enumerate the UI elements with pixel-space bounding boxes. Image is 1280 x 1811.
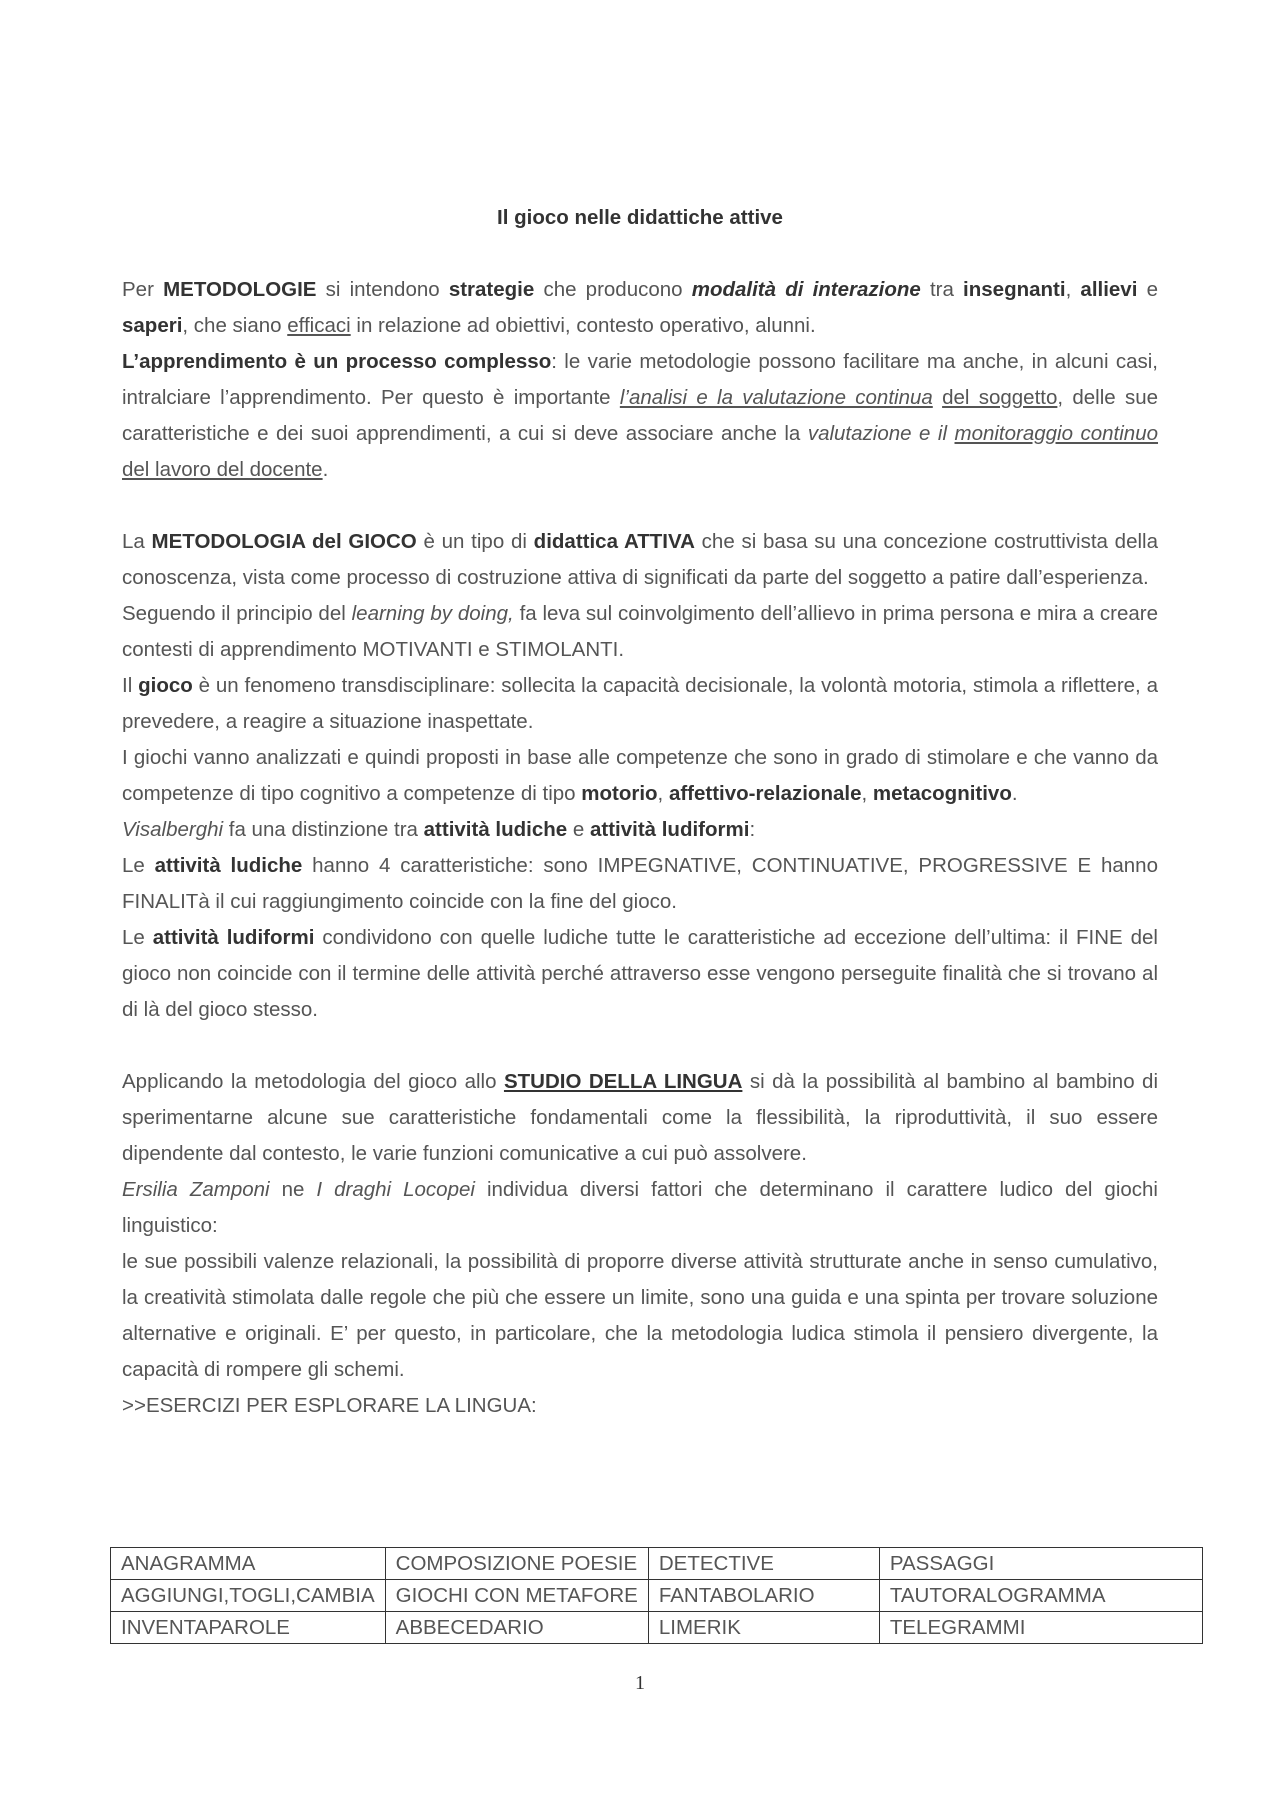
text-run: Seguendo il principio del bbox=[122, 602, 352, 625]
text-run: del soggetto bbox=[942, 386, 1058, 409]
text-run: , che siano bbox=[182, 314, 288, 337]
text-run: , bbox=[657, 782, 669, 805]
text-run: e bbox=[1137, 278, 1158, 301]
text-run: valutazione e il bbox=[807, 422, 955, 445]
text-run: Il bbox=[122, 674, 139, 697]
paragraph-attivita-ludiformi bbox=[122, 920, 1158, 1028]
paragraph-visalberghi bbox=[122, 812, 1158, 848]
text-run: Ersilia Zamponi bbox=[122, 1178, 270, 1201]
text-run: METODOLOGIA del GIOCO bbox=[151, 530, 417, 553]
text-run: modalità di interazione bbox=[691, 278, 921, 301]
text-run: è un fenomeno transdisciplinare: sollecita la capacità decisionale, la volontà motoria, stimola a riflettere, a prevedere, a reagire a situazione inaspettate. bbox=[122, 674, 1158, 733]
paragraph-zamponi bbox=[122, 1172, 1158, 1244]
text-run: è un tipo di bbox=[416, 530, 534, 553]
paragraph-apprendimento bbox=[122, 344, 1158, 488]
text-run: STUDIO DELLA LINGUA bbox=[503, 1070, 743, 1093]
text-run: e bbox=[567, 818, 590, 841]
text-run: gioco bbox=[138, 674, 193, 697]
text-run: fa leva sul coinvolgimento dell’allievo in prima persona e mira a creare contesti di apprendimento MOTIVANTI e STIMOLANTI. bbox=[122, 602, 1158, 661]
text-run: METODOLOGIE bbox=[163, 278, 317, 301]
text-run: La bbox=[122, 530, 152, 553]
paragraph-studio-lingua bbox=[122, 1064, 1158, 1172]
text-run: . bbox=[322, 458, 329, 481]
text-run: affettivo-relazionale bbox=[668, 782, 862, 805]
text-run: , delle sue caratteristiche e dei suoi apprendimenti, a cui si deve associare anche la bbox=[122, 386, 1159, 445]
text-run: fa una distinzione tra bbox=[223, 818, 424, 841]
text-run: monitoraggio continuo bbox=[954, 422, 1159, 445]
table-cell: AGGIUNGI,TOGLI,CAMBIA bbox=[111, 1580, 386, 1612]
text-run: Le bbox=[122, 926, 153, 949]
text-run: . bbox=[1011, 782, 1018, 805]
text-run: Le bbox=[122, 854, 155, 877]
table-cell: FANTABOLARIO bbox=[648, 1580, 879, 1612]
paragraph-competenze bbox=[122, 740, 1158, 812]
text-run: >>ESERCIZI PER ESPLORARE LA LINGUA: bbox=[122, 1394, 537, 1417]
text-run: si dà la possibilità al bambino al bambino di sperimentarne alcune sue caratteristiche fondamentali come la flessibilità, la riproduttività, il suo essere dipendente dal contesto, le varie funzioni comunicative a cui può assolvere. bbox=[122, 1070, 1158, 1165]
table-row bbox=[111, 1612, 1203, 1644]
text-run: learning by doing, bbox=[351, 602, 514, 625]
table-row bbox=[111, 1548, 1203, 1580]
text-run: motorio bbox=[581, 782, 658, 805]
text-run: metacognitivo bbox=[872, 782, 1012, 805]
paragraph-learning-by-doing bbox=[122, 596, 1158, 668]
text-run: tra bbox=[920, 278, 964, 301]
text-run: insegnanti bbox=[963, 278, 1066, 301]
text-run: si intendono bbox=[316, 278, 449, 301]
paragraph-gioco-transdisciplinare bbox=[122, 668, 1158, 740]
text-run: I draghi Locopei bbox=[316, 1178, 475, 1201]
text-run: attività ludiformi bbox=[152, 926, 315, 949]
text-run: in relazione ad obiettivi, contesto operativo, alunni. bbox=[350, 314, 816, 337]
table-cell: TELEGRAMMI bbox=[879, 1612, 1202, 1644]
table-cell: ABBECEDARIO bbox=[385, 1612, 648, 1644]
paragraph-esercizi-heading bbox=[122, 1388, 1158, 1424]
text-run: che si basa su una concezione costruttivista della conoscenza, vista come processo di costruzione attiva di significati da parte del soggetto a patire dall’esperienza. bbox=[122, 530, 1158, 589]
text-run: ne bbox=[269, 1178, 317, 1201]
text-run: : bbox=[749, 818, 756, 841]
text-run: attività ludiche bbox=[154, 854, 303, 877]
exercises-table bbox=[110, 1547, 1203, 1644]
text-run: : le varie metodologie possono facilitare ma anche, in alcuni casi, intralciare l’apprendimento. Per questo è importante bbox=[122, 350, 1158, 409]
text-run: Per bbox=[122, 278, 164, 301]
page-number: 1 bbox=[635, 1672, 645, 1694]
table-cell: LIMERIK bbox=[648, 1612, 879, 1644]
text-run: che producono bbox=[534, 278, 692, 301]
table-cell: ANAGRAMMA bbox=[111, 1548, 386, 1580]
text-run: hanno 4 caratteristiche: sono IMPEGNATIVE, CONTINUATIVE, PROGRESSIVE E hanno FINALITà il cui raggiungimento coincide con la fine del gioco. bbox=[122, 854, 1158, 913]
text-run: L’apprendimento è un processo complesso bbox=[122, 350, 552, 373]
document-title: Il gioco nelle didattiche attive bbox=[497, 206, 783, 229]
table-row bbox=[111, 1580, 1203, 1612]
text-run: attività ludiformi bbox=[589, 818, 750, 841]
text-run: strategie bbox=[448, 278, 535, 301]
text-run: Visalberghi bbox=[122, 818, 224, 841]
paragraph-attivita-ludiche bbox=[122, 848, 1158, 920]
text-run: del lavoro del docente bbox=[122, 458, 323, 481]
text-run: allievi bbox=[1080, 278, 1138, 301]
table-cell: COMPOSIZIONE POESIE bbox=[385, 1548, 648, 1580]
text-run: condividono con quelle ludiche tutte le caratteristiche ad eccezione dell’ultima: il FINE del gioco non coincide con il termine delle attività perché attraverso esse vengono perseguite finalità che si trovano al di là del gioco stesso. bbox=[122, 926, 1158, 1021]
paragraph-valenze bbox=[122, 1244, 1158, 1388]
table-cell: GIOCHI CON METAFORE bbox=[385, 1580, 648, 1612]
text-run: individua diversi fattori che determinano il carattere ludico del giochi linguistico: bbox=[122, 1178, 1158, 1237]
text-run: Applicando la metodologia del gioco allo bbox=[122, 1070, 504, 1093]
table-cell: DETECTIVE bbox=[648, 1548, 879, 1580]
table-cell: TAUTORALOGRAMMA bbox=[879, 1580, 1202, 1612]
text-run: attività ludiche bbox=[423, 818, 568, 841]
text-run: efficaci bbox=[287, 314, 351, 337]
text-run bbox=[933, 386, 942, 409]
table-cell: INVENTAPAROLE bbox=[111, 1612, 386, 1644]
text-run: l’analisi e la valutazione continua bbox=[619, 386, 933, 409]
table-cell: PASSAGGI bbox=[879, 1548, 1202, 1580]
paragraph-metodologia-gioco bbox=[122, 524, 1158, 596]
text-run: I giochi vanno analizzati e quindi proposti in base alle competenze che sono in grado di stimolare e che vanno da competenze di tipo cognitivo a competenze di tipo bbox=[122, 746, 1158, 805]
paragraph-metodologie bbox=[122, 272, 1158, 344]
text-run: saperi bbox=[122, 314, 183, 337]
document-page bbox=[122, 200, 1158, 1424]
text-run: , bbox=[861, 782, 873, 805]
text-run: le sue possibili valenze relazionali, la possibilità di proporre diverse attività strutturate anche in senso cumulativo, la creatività stimolata dalle regole che più che essere un limite, sono una guida e una spinta per trovare soluzione alternative e originali. E’ per questo, in particolare, che la metodologia ludica stimola il pensiero divergente, la capacità di rompere gli schemi. bbox=[122, 1250, 1158, 1381]
text-run: didattica ATTIVA bbox=[533, 530, 695, 553]
text-run: , bbox=[1065, 278, 1081, 301]
